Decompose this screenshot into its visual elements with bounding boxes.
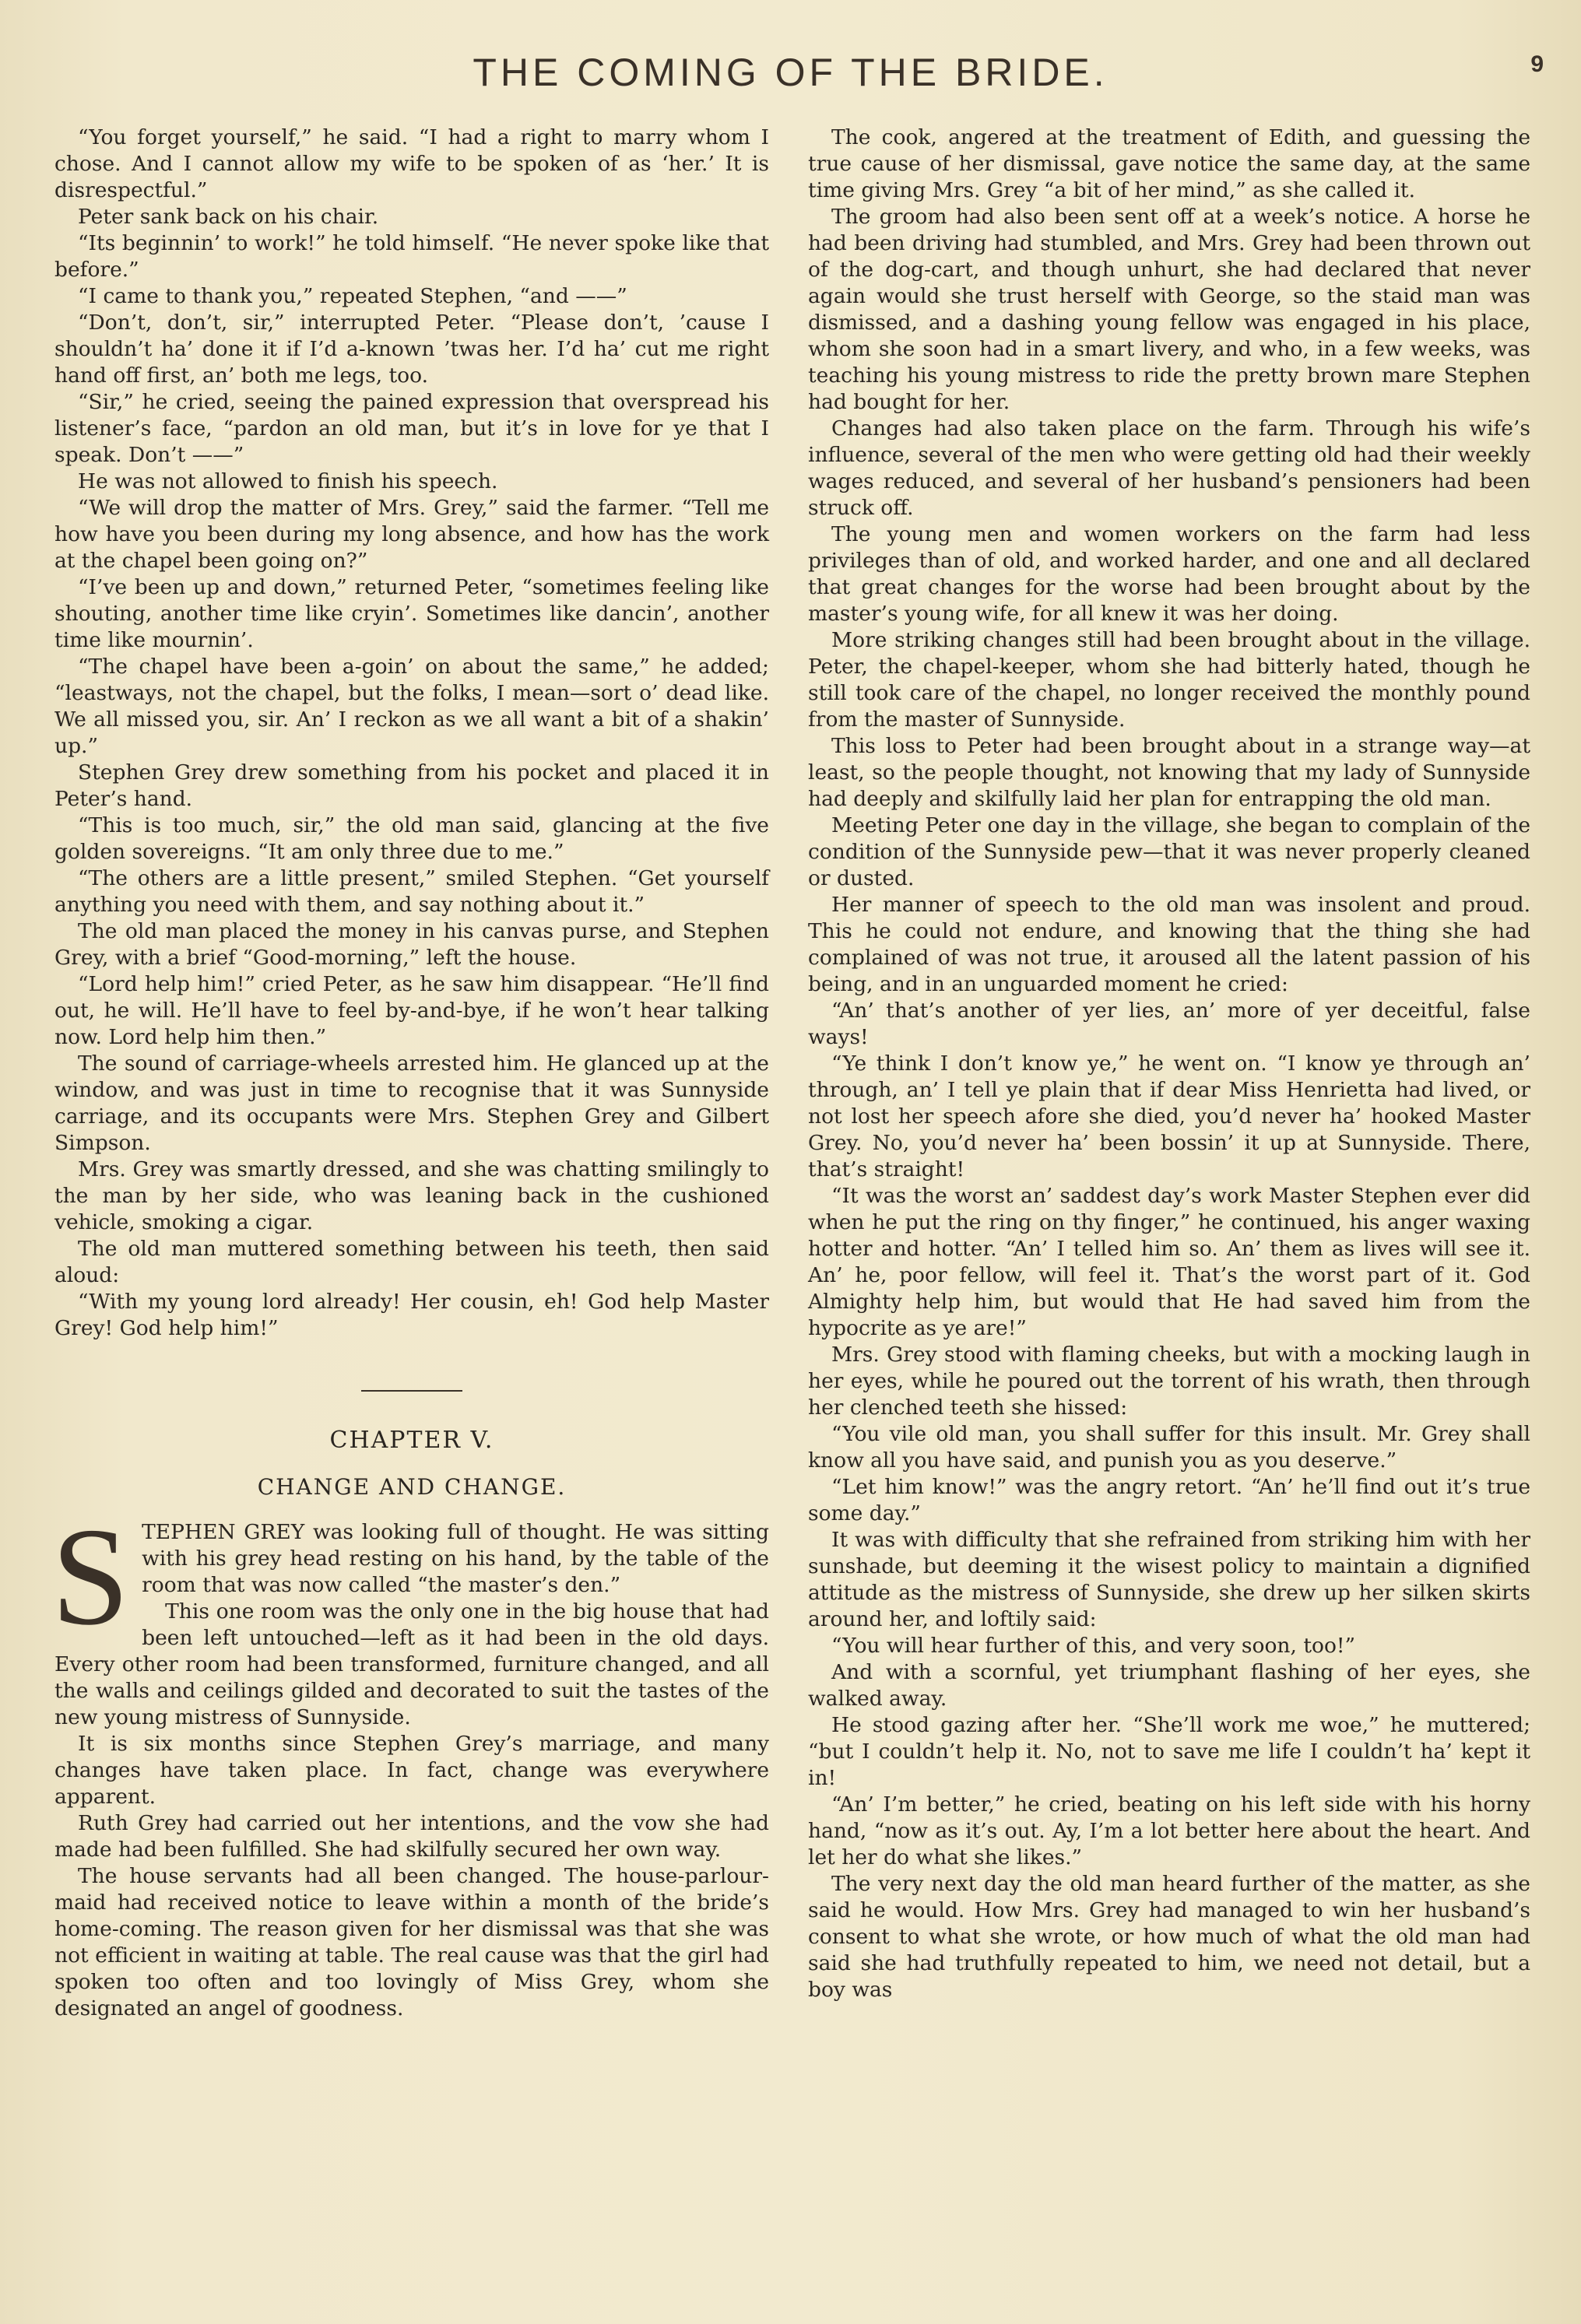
paragraph: “Lord help him!” cried Peter, as he saw him disappear. “He’ll find out, he will. He’ll have to feel by-and-bye, if he won’t hear talking now. Lord help him then.” [54,972,769,1049]
paragraph: “You forget yourself,” he said. “I had a right to marry whom I chose. And I cannot allow my wife to be spoken of as ‘her.’ It is disrespectful.” [54,125,769,202]
paragraph: “The others are a little present,” smiled Stephen. “Get yourself anything you need with them, and say nothing about it.” [54,866,769,917]
paragraph: More striking changes still had been brought about in the village. Peter, the chapel-keeper, whom she had bitterly hated, though he still took care of the chapel, no longer received the monthly pound from the master of Sunnyside. [808,628,1530,732]
paragraph: “I came to thank you,” repeated Stephen, “and ——” [78,284,627,308]
paragraph: “You vile old man, you shall suffer for this insult. Mr. Grey shall know all you have said, and punish you as you deserve.” [808,1422,1530,1473]
paragraph: “An’ that’s another of yer lies, an’ more of yer deceitful, false ways! [808,999,1530,1049]
paragraph: “Ye think I don’t know ye,” he went on. “I know ye through an’ through, an’ I tell ye plain that if dear Miss Henrietta had lived, or not lost her speech afore she died, you’d never ha’ hooked Master Grey. No, you’d never ha’ been bossin’ it up at Sunnyside. There, that’s straight! [808,1051,1530,1181]
paragraph: The cook, angered at the treatment of Edith, and guessing the true cause of her dismissal, gave notice the same day, at the same time giving Mrs. Grey “a bit of her mind,” as she called it. [808,125,1530,202]
left-column [51,125,769,2022]
opening-paragraph-text: TEPHEN GREY was looking full of thought. He was sitting with his grey head resting on his hand, by the table of the room that was now called “the master’s den.” [142,1520,769,1597]
paragraph: He stood gazing after her. “She’ll work me woe,” he muttered; “but I couldn’t help it. No, not to save me life I couldn’t ha’ kept it in! [808,1713,1530,1790]
right-column [808,125,1530,2003]
section-divider [361,1390,462,1392]
chapter-heading: CHAPTER V. [329,1427,494,1454]
paragraph: The young men and women workers on the farm had less privileges than of old, and worked harder, and one and all declared that great changes for the worse had been brought about by the master’s young wife, for all knew it was her doing. [808,522,1530,626]
left-paragraphs-before [54,125,769,1342]
paragraph: And with a scornful, yet triumphant flashing of her eyes, she walked away. [808,1660,1530,1711]
paragraph: Ruth Grey had carried out her intentions, and the vow she had made had been fulfilled. She had skilfully secured her own way. [54,1811,769,1862]
drop-cap: S [51,1499,130,1654]
paragraph: “We will drop the matter of Mrs. Grey,” said the farmer. “Tell me how have you been during my long absence, and how has the work at the chapel been going on?” [54,496,769,573]
page-number: 9 [1530,51,1544,77]
paragraph: This one room was the only one in the big house that had been left untouched—left as it had been in the old days. Every other room had been transformed, furniture changed, and all the walls and ceilings gilded and decorated to suit the tastes of the new young mistress of Sunnyside. [54,1599,769,1729]
paragraph: “Its beginnin’ to work!” he told himself. “He never spoke like that before.” [54,231,769,282]
paragraph: Changes had also taken place on the farm. Through his wife’s influence, several of the men who were getting old had their weekly wages reduced, and several of her husband’s pensioners had been struck off. [808,416,1530,520]
paragraph: Mrs. Grey was smartly dressed, and she was chatting smilingly to the man by her side, who was leaning back in the cushioned vehicle, smoking a cigar. [54,1157,769,1234]
paragraph: “The chapel have been a-goin’ on about the same,” he added; “leastways, not the chapel, but the folks, I mean—sort o’ dead like. We all missed you, sir. An’ I reckon as we all want a bit of a shakin’ up.” [54,655,769,758]
paragraph: It was with difficulty that she refrained from striking him with her sunshade, but deeming it the wisest policy to maintain a dignified attitude as the mistress of Sunnyside, she drew up her silken skirts around her, and loftily said: [808,1528,1530,1631]
paragraph: The sound of carriage-wheels arrested him. He glanced up at the window, and was just in time to recognise that it was Sunnyside carriage, and its occupants were Mrs. Stephen Grey and Gilbert Simpson. [54,1051,769,1155]
running-header: THE COMING OF THE BRIDE. [473,51,1108,94]
paragraph: Her manner of speech to the old man was insolent and proud. This he could not endure, and knowing that the thing she had complained of was not true, it aroused all the latent passion of his being, and in an unguarded moment he cried: [808,893,1530,996]
right-paragraphs [808,125,1530,2003]
paragraph: This loss to Peter had been brought about in a strange way—at least, so the people thought, not knowing that my lady of Sunnyside had deeply and skilfully laid her plan for entrapping the old man. [808,734,1530,811]
paragraph: “I’ve been up and down,” returned Peter, “sometimes feeling like shouting, another time like cryin’. Sometimes like dancin’, another time like mournin’. [54,575,769,652]
paragraph: “This is too much, sir,” the old man said, glancing at the five golden sovereigns. “It am only three due to me.” [54,813,769,864]
paragraph: “Don’t, don’t, sir,” interrupted Peter. “Please don’t, ’cause I shouldn’t ha’ done it if I’d a-known ’twas her. I’d ha’ cut me right hand off first, an’ both me legs, too. [54,311,769,388]
paragraph: The very next day the old man heard further of the matter, as she said he would. How Mrs. Grey had managed to win her husband’s consent to what she wrote, or how much of what the old man had said she had truthfully repeated to him, we need not detail, but a boy was [808,1872,1530,2002]
paragraph: The old man muttered something between his teeth, then said aloud: [54,1237,769,1287]
paragraph: “An’ I’m better,” he cried, beating on his left side with his horny hand, “now as it’s out. Ay, I’m a lot better here about the heart. And let her do what she likes.” [808,1792,1530,1869]
paragraph: “Let him know!” was the angry retort. “An’ he’ll find out it’s true some day.” [808,1475,1530,1525]
paragraph: Peter sank back on his chair. [78,205,379,229]
chapter-title: CHANGE AND CHANGE. [257,1474,567,1500]
paragraph: Stephen Grey drew something from his pocket and placed it in Peter’s hand. [54,760,769,811]
paragraph: Mrs. Grey stood with flaming cheeks, but with a mocking laugh in her eyes, while he poured out the torrent of his wrath, then through her clenched teeth she hissed: [808,1343,1530,1420]
paragraph: The groom had also been sent off at a week’s notice. A horse he had been driving had stumbled, and Mrs. Grey had been thrown out of the dog-cart, and though unhurt, she had declared that never again would she trust herself with George, so the staid man was dismissed, and a dashing young fellow was engaged in his place, whom she soon had in a smart livery, and who, in a few weeks, was teaching his young mistress to ride the pretty brown mare Stephen had bought for her. [808,205,1530,414]
paragraph: “Sir,” he cried, seeing the pained expression that overspread his listener’s face, “pardon an old man, but it’s in love for ye that I speak. Don’t ——” [54,390,769,467]
paragraph: “With my young lord already! Her cousin, eh! God help Master Grey! God help him!” [54,1290,769,1340]
left-paragraphs-after [54,1599,769,2022]
paragraph: The house servants had all been changed. The house-parlour-maid had received notice to leave within a month of the bride’s home-coming. The reason given for her dismissal was that she was not efficient in waiting at table. The real cause was that the girl had spoken too often and too lovingly of Miss Grey, whom she designated an angel of goodness. [54,1864,769,2020]
paragraph: He was not allowed to finish his speech. [78,469,498,493]
paragraph: “It was the worst an’ saddest day’s work Master Stephen ever did when he put the ring on thy finger,” he continued, his anger waxing hotter and hotter. “An’ I telled him so. An’ them as lives will see it. An’ he, poor fellow, will feel it. That’s the worst part of it. God Almighty help him, but would that He had saved him from the hypocrite as ye are!” [808,1184,1530,1340]
opening-paragraph [51,1499,769,1654]
paragraph: “You will hear further of this, and very soon, too!” [831,1634,1356,1658]
paragraph: Meeting Peter one day in the village, she began to complain of the condition of the Sunnyside pew—that it was never properly cleaned or dusted. [808,813,1530,890]
paragraph: The old man placed the money in his canvas purse, and Stephen Grey, with a brief “Good-morning,” left the house. [54,919,769,970]
paragraph: It is six months since Stephen Grey’s marriage, and many changes have taken place. In fact, change was everywhere apparent. [54,1732,769,1809]
